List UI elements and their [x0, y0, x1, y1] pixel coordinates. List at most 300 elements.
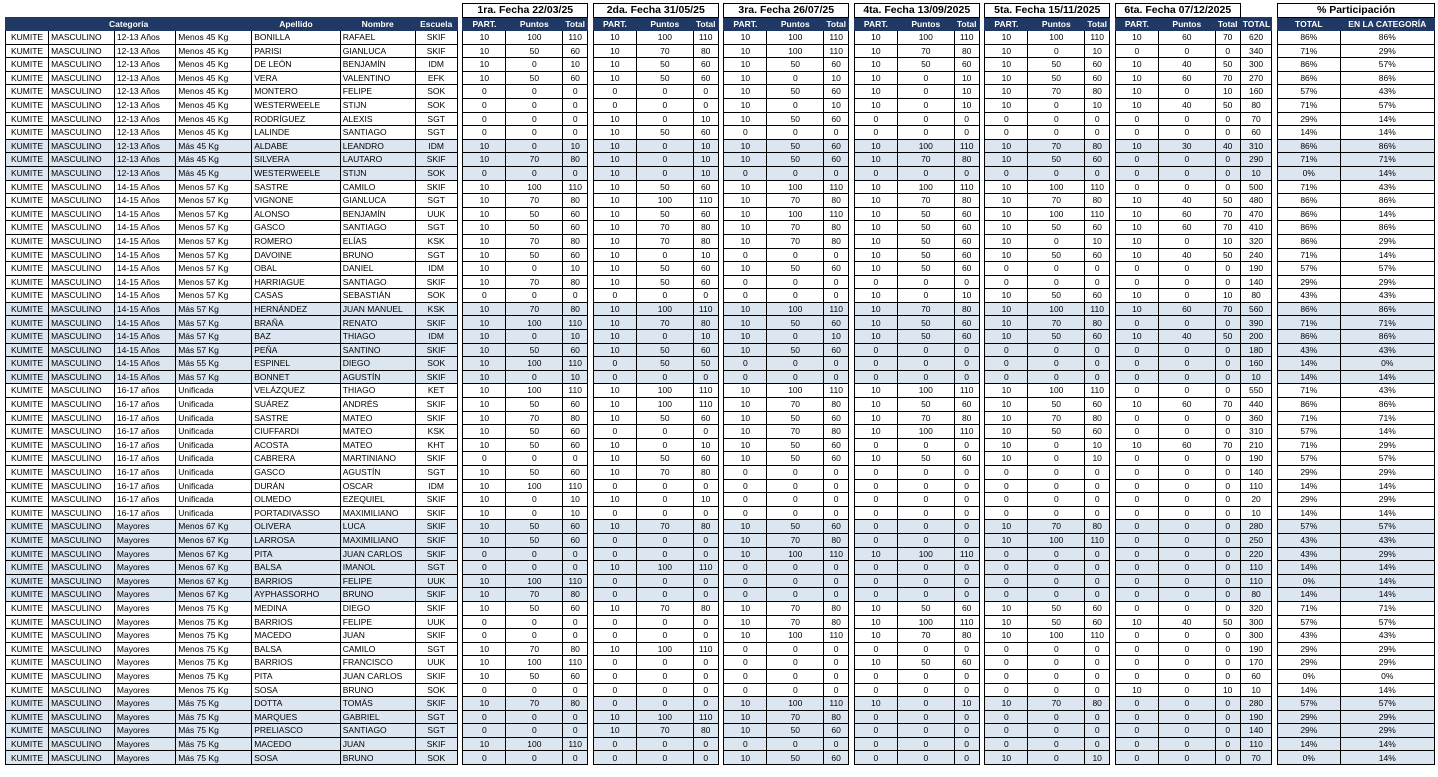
puntos-cell: 0 [897, 289, 954, 303]
total-cell: 0 [1215, 466, 1240, 480]
part-cell: 0 [593, 506, 636, 520]
part-cell: 0 [593, 85, 636, 99]
puntos-cell: 100 [506, 656, 563, 670]
total-cell: 60 [954, 316, 979, 330]
puntos-cell: 0 [897, 697, 954, 711]
puntos-cell: 0 [1028, 724, 1085, 738]
total-cell: 0 [824, 479, 849, 493]
total-cell: 110 [693, 642, 718, 656]
part-cell: 10 [463, 601, 506, 615]
pct-total-cell: 86% [1278, 71, 1340, 85]
disciplina-cell: KUMITE [6, 221, 49, 235]
edad-cell: Mayores [114, 751, 175, 765]
genero-cell: MASCULINO [49, 506, 115, 520]
part-cell: 10 [463, 574, 506, 588]
puntos-cell: 100 [1028, 629, 1085, 643]
part-cell: 10 [463, 343, 506, 357]
puntos-cell: 50 [506, 669, 563, 683]
total-cell: 110 [954, 425, 979, 439]
part-cell: 10 [593, 44, 636, 58]
puntos-cell: 0 [897, 370, 954, 384]
puntos-cell: 0 [767, 330, 824, 344]
total-cell: 80 [693, 44, 718, 58]
nombre-cell: CAMILO [340, 180, 415, 194]
total-cell: 110 [824, 697, 849, 711]
nombre-header: Nombre [340, 18, 415, 31]
total-cell: 50 [1215, 615, 1240, 629]
total-cell: 110 [1085, 629, 1110, 643]
disciplina-cell: KUMITE [6, 710, 49, 724]
edad-cell: 16-17 años [114, 493, 175, 507]
puntos-cell: 0 [636, 493, 693, 507]
apellido-cell: PITA [252, 547, 341, 561]
genero-cell: MASCULINO [49, 330, 115, 344]
apellido-cell: VELÁZQUEZ [252, 384, 341, 398]
escuela-cell: SKIF [415, 275, 457, 289]
table-row [6, 547, 1435, 561]
part-cell: 10 [724, 234, 767, 248]
apellido-cell: ALONSO [252, 207, 341, 221]
nombre-cell: FELIPE [340, 85, 415, 99]
puntos-cell: 70 [1028, 697, 1085, 711]
disciplina-cell: KUMITE [6, 425, 49, 439]
total-cell: 60 [1085, 330, 1110, 344]
part-cell: 10 [593, 31, 636, 45]
total-cell: 80 [693, 724, 718, 738]
escuela-cell: EFK [415, 71, 457, 85]
puntos-cell: 100 [767, 207, 824, 221]
genero-cell: MASCULINO [49, 275, 115, 289]
pct-total-cell: 14% [1278, 370, 1340, 384]
puntos-cell: 50 [897, 398, 954, 412]
apellido-cell: DAVOINE [252, 248, 341, 262]
puntos-cell: 0 [897, 71, 954, 85]
puntos-cell: 0 [506, 139, 563, 153]
part-cell: 10 [593, 452, 636, 466]
apellido-cell: SOSA [252, 683, 341, 697]
puntos-cell: 0 [897, 479, 954, 493]
escuela-header: Escuela [415, 18, 457, 31]
part-cell: 10 [724, 629, 767, 643]
edad-cell: 14-15 Años [114, 207, 175, 221]
genero-cell: MASCULINO [49, 31, 115, 45]
total-cell: 0 [1215, 724, 1240, 738]
total-cell: 0 [1085, 370, 1110, 384]
puntos-cell: 100 [767, 697, 824, 711]
part-cell: 10 [593, 248, 636, 262]
total-cell: 80 [824, 398, 849, 412]
peso-cell: Menos 57 Kg [176, 262, 252, 276]
part-cell: 10 [854, 85, 897, 99]
nombre-cell: DANIEL [340, 262, 415, 276]
part-cell: 10 [724, 547, 767, 561]
nombre-cell: RENATO [340, 316, 415, 330]
total-cell: 0 [954, 370, 979, 384]
total-cell: 110 [824, 44, 849, 58]
part-cell: 10 [724, 316, 767, 330]
puntos-cell: 100 [767, 44, 824, 58]
grand-total-cell: 180 [1240, 343, 1272, 357]
peso-cell: Más 45 Kg [176, 153, 252, 167]
part-cell: 10 [985, 58, 1028, 72]
genero-cell: MASCULINO [49, 194, 115, 208]
part-cell: 0 [1115, 180, 1158, 194]
total-cell: 60 [1085, 221, 1110, 235]
puntos-cell: 70 [506, 234, 563, 248]
apellido-cell: SASTRE [252, 411, 341, 425]
peso-cell: Menos 75 Kg [176, 601, 252, 615]
puntos-cell: 0 [1158, 669, 1215, 683]
part-header: PART. [724, 18, 767, 31]
escuela-cell: SKIF [415, 697, 457, 711]
total-cell: 110 [824, 547, 849, 561]
table-row [6, 139, 1435, 153]
total-cell: 80 [563, 697, 588, 711]
part-cell: 10 [724, 194, 767, 208]
pct-total-cell: 14% [1278, 588, 1340, 602]
pct-total-cell: 29% [1278, 642, 1340, 656]
puntos-cell: 0 [506, 289, 563, 303]
puntos-cell: 0 [636, 248, 693, 262]
part-cell: 10 [985, 194, 1028, 208]
apellido-cell: OBAL [252, 262, 341, 276]
total-cell: 60 [693, 180, 718, 194]
part-cell: 10 [985, 629, 1028, 643]
part-cell: 10 [854, 180, 897, 194]
escuela-cell: SKIF [415, 493, 457, 507]
grand-total-cell: 110 [1240, 479, 1272, 493]
edad-cell: Mayores [114, 588, 175, 602]
grand-total-cell: 250 [1240, 533, 1272, 547]
total-cell: 0 [824, 248, 849, 262]
pct-cat-cell: 71% [1340, 316, 1434, 330]
escuela-cell: SGT [415, 724, 457, 738]
puntos-cell: 100 [506, 384, 563, 398]
total-cell: 60 [824, 438, 849, 452]
part-cell: 0 [1115, 629, 1158, 643]
puntos-cell: 40 [1158, 58, 1215, 72]
puntos-cell: 100 [897, 384, 954, 398]
genero-cell: MASCULINO [49, 629, 115, 643]
total-cell: 0 [1085, 466, 1110, 480]
escuela-cell: SKIF [415, 629, 457, 643]
part-cell: 10 [854, 221, 897, 235]
total-cell: 0 [824, 166, 849, 180]
part-cell: 10 [593, 207, 636, 221]
total-cell: 110 [563, 574, 588, 588]
peso-cell: Más 75 Kg [176, 724, 252, 738]
part-cell: 10 [593, 724, 636, 738]
puntos-cell: 0 [636, 533, 693, 547]
grand-total-cell: 240 [1240, 248, 1272, 262]
total-cell: 60 [954, 262, 979, 276]
total-cell: 0 [693, 669, 718, 683]
total-cell: 60 [954, 248, 979, 262]
pct-total-cell: 29% [1278, 275, 1340, 289]
total-cell: 0 [563, 683, 588, 697]
total-cell: 110 [693, 194, 718, 208]
puntos-cell: 0 [897, 438, 954, 452]
peso-cell: Más 75 Kg [176, 710, 252, 724]
puntos-cell: 0 [1158, 452, 1215, 466]
peso-cell: Menos 67 Kg [176, 574, 252, 588]
total-cell: 80 [954, 153, 979, 167]
part-cell: 10 [463, 357, 506, 371]
part-cell: 0 [854, 493, 897, 507]
table-row [6, 724, 1435, 738]
part-cell: 0 [1115, 425, 1158, 439]
puntos-cell: 0 [1028, 438, 1085, 452]
apellido-cell: MEDINA [252, 601, 341, 615]
table-row [6, 302, 1435, 316]
peso-cell: Más 57 Kg [176, 370, 252, 384]
pct-cat-cell: 71% [1340, 153, 1434, 167]
total-header: Total [1215, 18, 1240, 31]
puntos-cell: 50 [506, 466, 563, 480]
puntos-cell: 100 [636, 642, 693, 656]
total-cell: 0 [1215, 384, 1240, 398]
edad-cell: 14-15 Años [114, 330, 175, 344]
disciplina-cell: KUMITE [6, 588, 49, 602]
part-cell: 10 [593, 71, 636, 85]
part-cell: 0 [463, 98, 506, 112]
part-cell: 0 [1115, 112, 1158, 126]
total-cell: 0 [1085, 166, 1110, 180]
part-cell: 10 [724, 31, 767, 45]
total-cell: 60 [954, 207, 979, 221]
table-row [6, 221, 1435, 235]
total-cell: 60 [693, 58, 718, 72]
puntos-cell: 0 [1158, 751, 1215, 765]
part-cell: 10 [985, 425, 1028, 439]
edad-cell: 12-13 Años [114, 112, 175, 126]
puntos-cell: 0 [1158, 316, 1215, 330]
edad-cell: Mayores [114, 629, 175, 643]
part-cell: 0 [854, 669, 897, 683]
total-cell: 0 [1215, 343, 1240, 357]
nombre-cell: JUAN MANUEL [340, 302, 415, 316]
part-cell: 0 [593, 357, 636, 371]
total-cell: 10 [1215, 85, 1240, 99]
edad-cell: 14-15 Años [114, 234, 175, 248]
part-cell: 10 [854, 71, 897, 85]
puntos-cell: 50 [897, 262, 954, 276]
puntos-cell: 0 [1158, 153, 1215, 167]
puntos-cell: 60 [1158, 398, 1215, 412]
total-cell: 60 [693, 411, 718, 425]
puntos-cell: 70 [636, 724, 693, 738]
part-cell: 10 [854, 302, 897, 316]
part-cell: 10 [593, 561, 636, 575]
puntos-cell: 50 [636, 58, 693, 72]
pct-cat-cell: 43% [1340, 289, 1434, 303]
puntos-cell: 0 [506, 561, 563, 575]
total-cell: 60 [693, 343, 718, 357]
pct-total-cell: 57% [1278, 262, 1340, 276]
pct-cat-cell: 29% [1340, 234, 1434, 248]
puntos-cell: 0 [897, 588, 954, 602]
part-cell: 0 [854, 724, 897, 738]
puntos-cell: 100 [506, 574, 563, 588]
part-cell: 0 [724, 669, 767, 683]
edad-cell: 14-15 Años [114, 180, 175, 194]
edad-cell: Mayores [114, 669, 175, 683]
puntos-cell: 70 [506, 642, 563, 656]
fecha-6-header: 6ta. Fecha 07/12/2025 [1115, 4, 1240, 18]
peso-cell: Menos 75 Kg [176, 669, 252, 683]
puntos-cell: 100 [1028, 533, 1085, 547]
total-cell: 0 [1215, 533, 1240, 547]
genero-cell: MASCULINO [49, 112, 115, 126]
puntos-cell: 0 [767, 479, 824, 493]
genero-cell: MASCULINO [49, 221, 115, 235]
grand-total-cell: 160 [1240, 85, 1272, 99]
part-cell: 0 [593, 370, 636, 384]
part-cell: 10 [985, 601, 1028, 615]
total-cell: 0 [693, 683, 718, 697]
part-cell: 10 [463, 588, 506, 602]
puntos-cell: 50 [506, 44, 563, 58]
part-cell: 10 [593, 316, 636, 330]
total-cell: 10 [824, 71, 849, 85]
escuela-cell: SGT [415, 112, 457, 126]
part-cell: 10 [985, 139, 1028, 153]
edad-cell: 14-15 Años [114, 194, 175, 208]
total-cell: 70 [1215, 207, 1240, 221]
puntos-cell: 60 [1158, 302, 1215, 316]
pct-total-cell: 71% [1278, 44, 1340, 58]
total-cell: 60 [824, 153, 849, 167]
peso-cell: Más 75 Kg [176, 697, 252, 711]
nombre-cell: SANTIAGO [340, 275, 415, 289]
puntos-cell: 0 [506, 58, 563, 72]
total-cell: 110 [693, 384, 718, 398]
puntos-cell: 70 [767, 194, 824, 208]
part-cell: 10 [1115, 289, 1158, 303]
pct-cat-cell: 0% [1340, 669, 1434, 683]
apellido-cell: SUÁREZ [252, 398, 341, 412]
puntos-cell: 50 [506, 533, 563, 547]
table-row [6, 289, 1435, 303]
part-cell: 0 [1115, 642, 1158, 656]
grand-total-cell: 280 [1240, 697, 1272, 711]
disciplina-cell: KUMITE [6, 669, 49, 683]
edad-cell: 12-13 Años [114, 166, 175, 180]
table-row [6, 384, 1435, 398]
pct-cat-cell: 14% [1340, 751, 1434, 765]
edad-cell: 12-13 Años [114, 153, 175, 167]
escuela-cell: SOK [415, 85, 457, 99]
disciplina-cell: KUMITE [6, 683, 49, 697]
puntos-cell: 70 [636, 316, 693, 330]
peso-cell: Menos 45 Kg [176, 44, 252, 58]
total-cell: 10 [1215, 234, 1240, 248]
part-cell: 10 [1115, 438, 1158, 452]
total-cell: 60 [824, 452, 849, 466]
part-cell: 0 [985, 466, 1028, 480]
part-cell: 10 [463, 737, 506, 751]
part-cell: 10 [463, 493, 506, 507]
part-cell: 10 [1115, 248, 1158, 262]
part-cell: 10 [724, 384, 767, 398]
edad-cell: 16-17 años [114, 384, 175, 398]
total-cell: 0 [954, 561, 979, 575]
puntos-cell: 50 [1028, 615, 1085, 629]
part-cell: 0 [854, 370, 897, 384]
escuela-cell: UUK [415, 656, 457, 670]
puntos-cell: 0 [506, 112, 563, 126]
part-cell: 10 [724, 710, 767, 724]
table-row [6, 751, 1435, 765]
escuela-cell: IDM [415, 262, 457, 276]
puntos-cell: 0 [636, 289, 693, 303]
grand-total-header: TOTAL [1240, 18, 1272, 31]
puntos-cell: 50 [897, 316, 954, 330]
part-cell: 0 [593, 669, 636, 683]
disciplina-cell: KUMITE [6, 493, 49, 507]
edad-cell: 14-15 Años [114, 275, 175, 289]
pct-cat-cell: 29% [1340, 466, 1434, 480]
total-cell: 0 [693, 615, 718, 629]
part-cell: 0 [985, 506, 1028, 520]
puntos-cell: 60 [1158, 71, 1215, 85]
total-cell: 50 [1215, 194, 1240, 208]
nombre-cell: IMANOL [340, 561, 415, 575]
part-cell: 10 [593, 275, 636, 289]
puntos-cell: 50 [767, 139, 824, 153]
table-row [6, 166, 1435, 180]
total-cell: 0 [693, 506, 718, 520]
part-cell: 0 [593, 479, 636, 493]
escuela-cell: SKIF [415, 533, 457, 547]
part-cell: 10 [463, 139, 506, 153]
puntos-cell: 0 [897, 112, 954, 126]
part-cell: 10 [1115, 31, 1158, 45]
edad-cell: Mayores [114, 683, 175, 697]
grand-total-cell: 110 [1240, 737, 1272, 751]
puntos-cell: 0 [1028, 357, 1085, 371]
disciplina-cell: KUMITE [6, 153, 49, 167]
total-cell: 60 [1085, 153, 1110, 167]
part-cell: 10 [593, 139, 636, 153]
total-cell: 0 [954, 479, 979, 493]
total-header: Total [954, 18, 979, 31]
disciplina-cell: KUMITE [6, 194, 49, 208]
puntos-cell: 70 [1028, 411, 1085, 425]
pct-cat-cell: 86% [1340, 139, 1434, 153]
part-cell: 10 [463, 425, 506, 439]
puntos-cell: 0 [897, 275, 954, 289]
puntos-cell: 50 [506, 71, 563, 85]
apellido-cell: PEÑA [252, 343, 341, 357]
table-row [6, 683, 1435, 697]
part-cell: 0 [1115, 751, 1158, 765]
total-cell: 0 [563, 561, 588, 575]
part-cell: 10 [1115, 58, 1158, 72]
total-cell: 0 [954, 683, 979, 697]
puntos-cell: 0 [1158, 601, 1215, 615]
part-cell: 10 [985, 438, 1028, 452]
table-row [6, 411, 1435, 425]
nombre-cell: LEANDRO [340, 139, 415, 153]
edad-cell: Mayores [114, 561, 175, 575]
total-cell: 110 [824, 31, 849, 45]
puntos-header: Puntos [767, 18, 824, 31]
puntos-cell: 0 [1158, 425, 1215, 439]
edad-cell: Mayores [114, 574, 175, 588]
total-cell: 0 [954, 438, 979, 452]
pct-total-cell: 43% [1278, 289, 1340, 303]
